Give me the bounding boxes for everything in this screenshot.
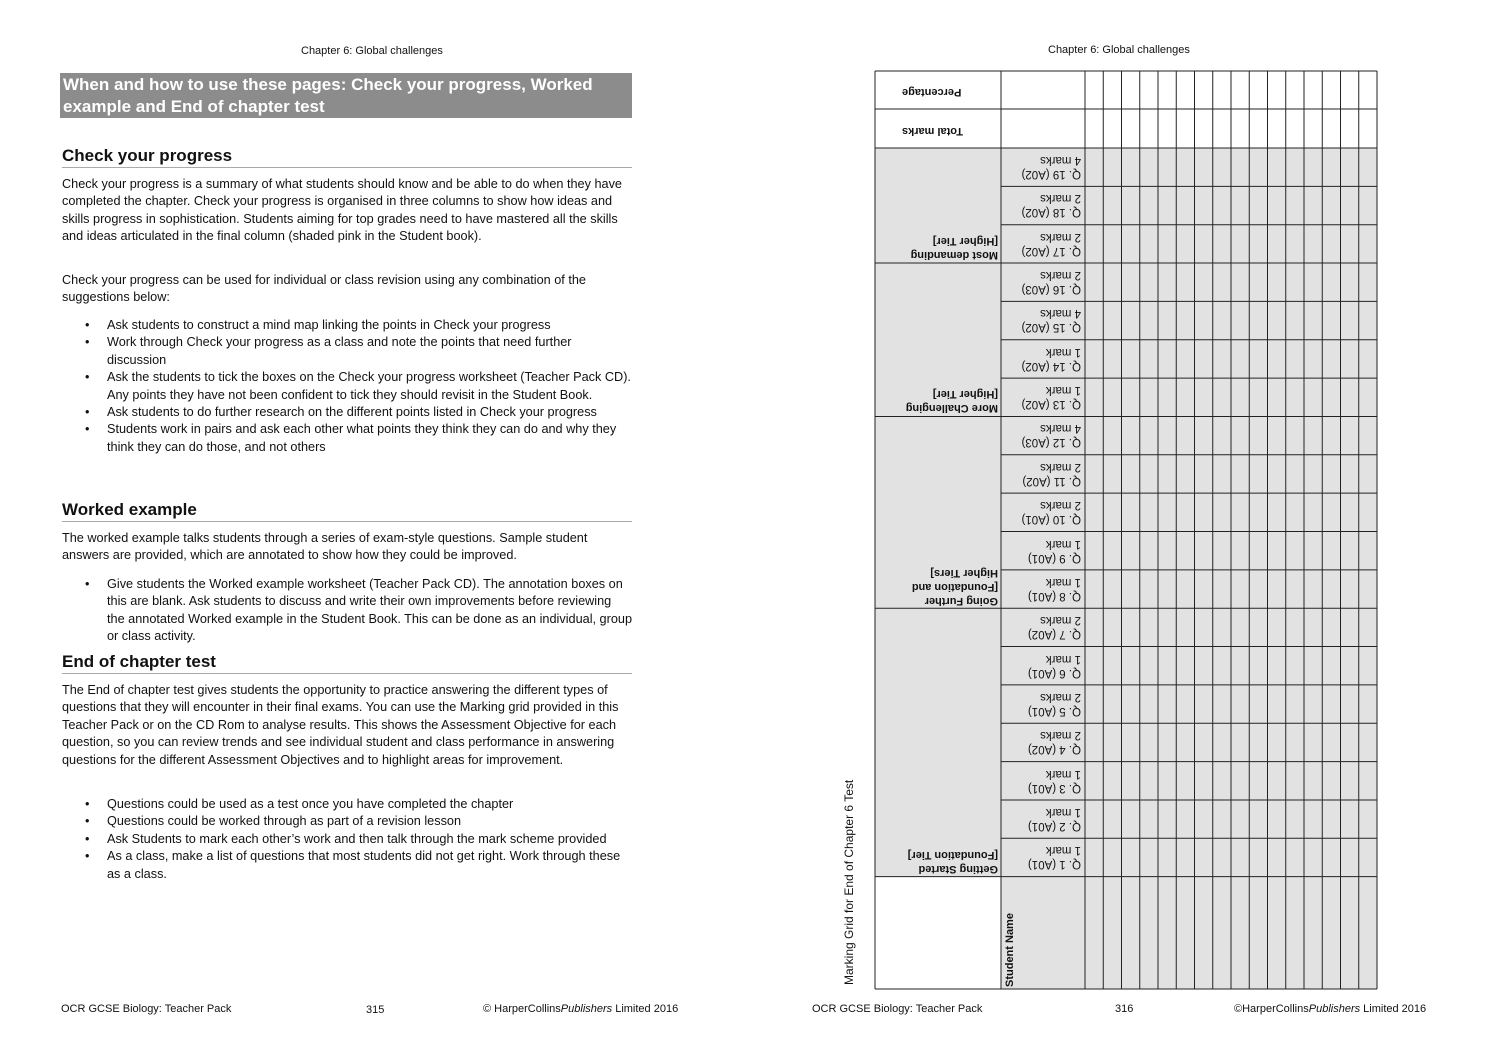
student-name-header: Student Name	[1004, 913, 1016, 987]
marking-grid-title: Marking Grid for End of Chapter 6 Test	[842, 779, 856, 985]
group-most-demanding: Most demanding [Higher Tier]	[910, 235, 998, 261]
question-cell: Q. 10 (A01) 2 marks	[1021, 499, 1081, 526]
page-number-left: 315	[366, 1004, 385, 1016]
question-cell: Q. 13 (A02) 1 mark	[1021, 384, 1081, 411]
worked-example-heading: Worked example	[62, 500, 632, 522]
percentage-header: Percentage	[902, 86, 962, 98]
list-item: • Ask the students to tick the boxes on the Check your progress worksheet (Teacher Pack CD). Any points they have not been confident to tick they should revisit in the Student Book.	[107, 369, 632, 404]
list-item: • Ask Students to mark each other’s work and then talk through the mark scheme provided	[107, 831, 632, 848]
question-cell: Q. 8 (A01) 1 mark	[1027, 575, 1081, 602]
footer-title-right: OCR GCSE Biology: Teacher Pack	[812, 1003, 983, 1015]
question-cell: Q. 15 (A02) 4 marks	[1021, 307, 1081, 334]
question-cell: Q. 3 (A01) 1 mark	[1027, 767, 1081, 794]
question-cell: Q. 6 (A01) 1 mark	[1027, 652, 1081, 679]
question-cell: Q. 4 (A02) 2 marks	[1027, 729, 1081, 756]
total-marks-header: Total marks	[902, 125, 963, 137]
page-number-right: 316	[1115, 1003, 1134, 1015]
question-cell: Q. 17 (A02) 2 marks	[1021, 230, 1081, 257]
end-test-para: The End of chapter test gives students the opportunity to practice answering the different types of questions that they will encounter in their final exams. You can use the Marking grid provided in this Teacher Pack or on the CD Rom to analyse results. This shows the Assessment Objective for each question, so you can review trends and see individual student and class performance in answering questions for the different Assessment Objectives and to highlight areas for improvement.	[62, 683, 619, 767]
question-cell: Q. 9 (A01) 1 mark	[1027, 537, 1081, 564]
page-header-right: Chapter 6: Global challenges	[1048, 44, 1190, 56]
list-item: • Questions could be used as a test once you have completed the chapter	[107, 796, 632, 813]
list-item: • Students work in pairs and ask each other what points they think they can do and why they think they can do those, and not others	[107, 421, 632, 456]
list-item: • Give students the Worked example worksheet (Teacher Pack CD). The annotation boxes on this are blank. Ask students to discuss and write their own improvements before reviewing the annotated Worked example in the Student Book. This can be done as an individual, group or class activity.	[107, 576, 632, 646]
question-cell: Q. 2 (A01) 1 mark	[1027, 805, 1081, 832]
question-cell: Q. 1 (A01) 1 mark	[1027, 844, 1081, 871]
check-progress-para-1: Check your progress is a summary of what students should know and be able to do when they have completed the chapter. Check your progress is organised in three columns to show how ideas and skills progress in sophistication. Students aiming for top grades need to have mastered all the skills and ideas articulated in the final column (shaded pink in the Student book).	[62, 177, 622, 244]
worked-example-para: The worked example talks students through a series of exam-style questions. Sample student answers are provided, which are annotated to show how they could be improved.	[62, 531, 588, 563]
list-item: • Ask students to do further research on the different points listed in Check your progress	[107, 404, 632, 421]
group-more-challenging: More Challenging [Higher Tier]	[905, 388, 998, 414]
question-cell: Q. 18 (A02) 2 marks	[1021, 192, 1081, 219]
question-cell: Q. 16 (A03) 2 marks	[1021, 269, 1081, 296]
banner-line-2: example and End of chapter test	[63, 97, 325, 116]
question-cell: Q. 19 (A02) 4 marks	[1021, 154, 1081, 180]
question-cell: Q. 7 (A02) 2 marks	[1027, 614, 1081, 641]
list-item: • Ask students to construct a mind map linking the points in Check your progress	[107, 317, 632, 334]
shaded-student-area	[1001, 877, 1377, 989]
question-cell: Q. 11 (A02) 2 marks	[1022, 460, 1081, 487]
group-getting-started: Getting Started [Foundation Tier]	[907, 849, 998, 875]
copyright-right: ©HarperCollinsPublishers Limited 2016	[1234, 1003, 1427, 1015]
check-progress-para-2: Check your progress can be used for individual or class revision using any combination of the suggestions below:	[62, 273, 586, 305]
question-cell: Q. 14 (A02) 1 mark	[1021, 345, 1081, 372]
list-item: • As a class, make a list of questions that most students did not get right. Work through these as a class.	[107, 848, 632, 883]
list-item: • Work through Check your progress as a class and note the points that need further discussion	[107, 334, 632, 369]
footer-title-left: OCR GCSE Biology: Teacher Pack	[61, 1003, 232, 1015]
banner-line-1: When and how to use these pages: Check your progress, Worked	[63, 75, 593, 94]
group-going-further: Going Further [Foundation and Higher Tiers]	[911, 567, 998, 607]
question-cell: Q. 5 (A01) 2 marks	[1027, 690, 1081, 717]
question-cell: Q. 12 (A03) 4 marks	[1021, 422, 1081, 449]
check-progress-heading: Check your progress	[62, 146, 632, 168]
list-item: • Questions could be worked through as part of a revision lesson	[107, 813, 632, 830]
end-test-heading: End of chapter test	[62, 652, 632, 674]
page-header-left: Chapter 6: Global challenges	[301, 45, 443, 57]
copyright-left: © HarperCollinsPublishers Limited 2016	[483, 1003, 679, 1015]
